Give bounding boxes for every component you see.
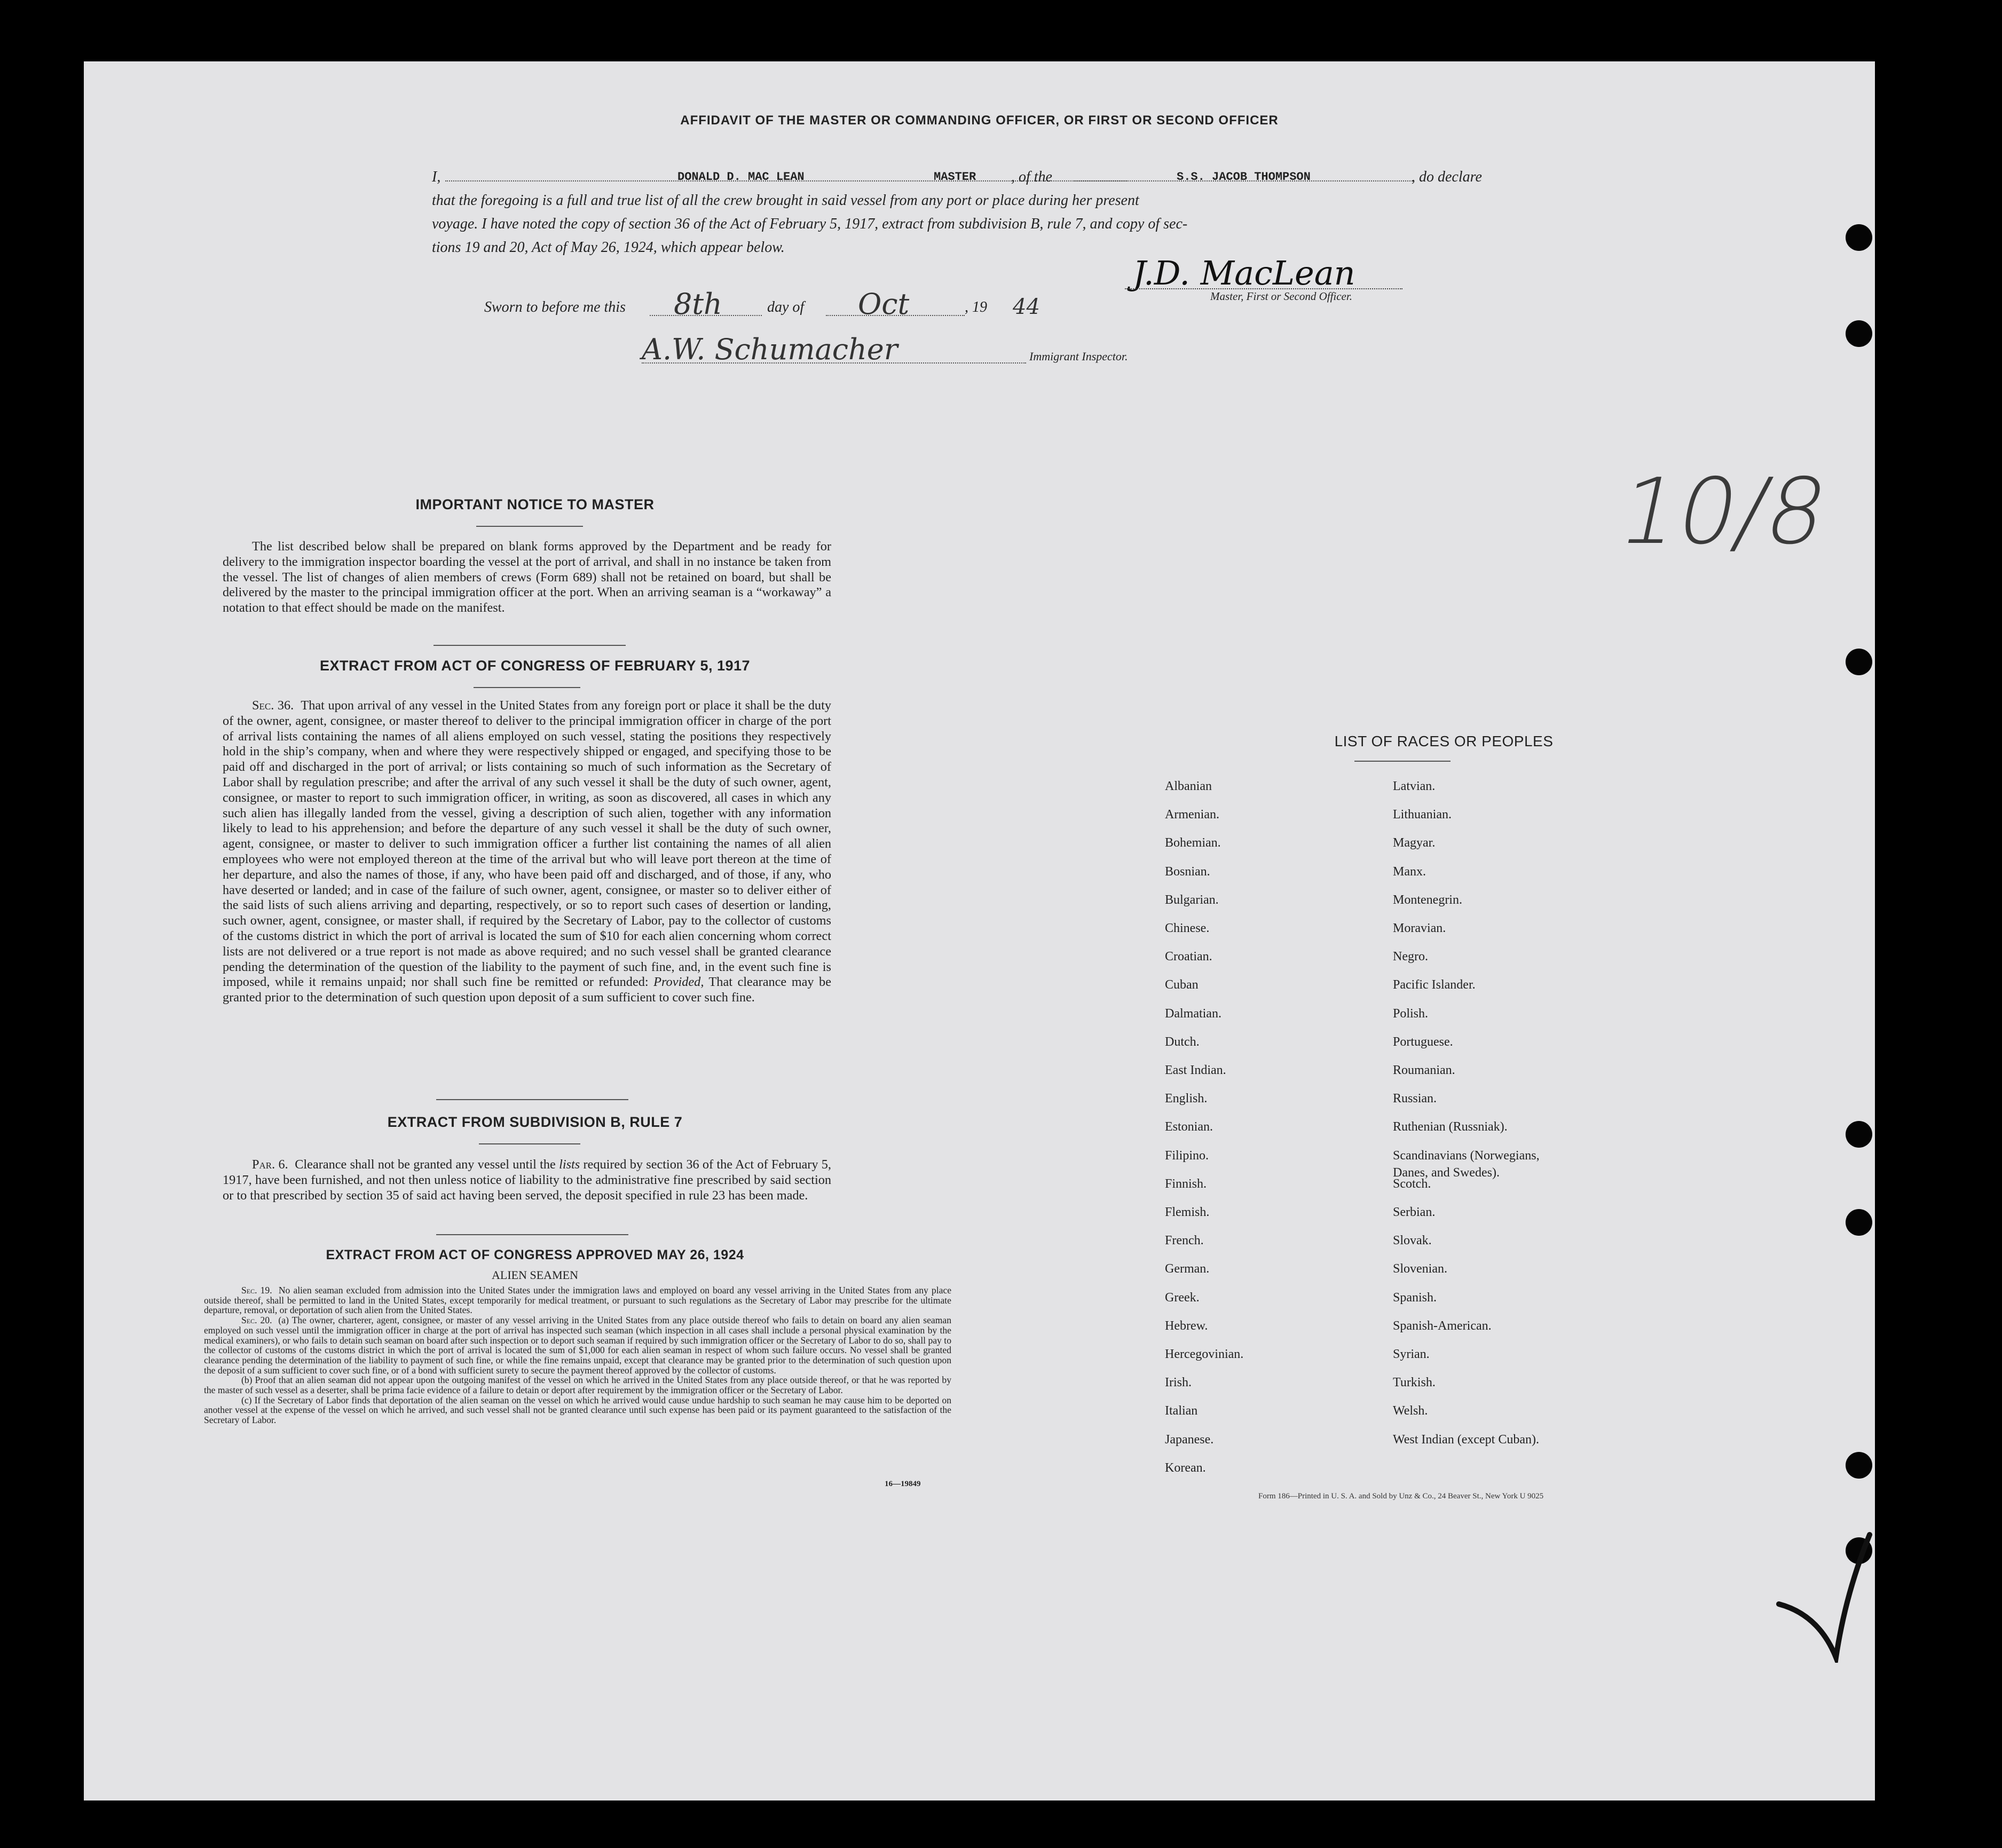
section-divider-1 bbox=[433, 645, 626, 646]
par-6-text-b: required by section 36 of the Act of February 5, 1917, have been furnished, and not then unless notice of liability to the administrative fine prescribed by said section or to that prescribed by section 35 of said act having been served, the deposit specified in rule 23 has been made. bbox=[223, 1157, 832, 1203]
punch-hole bbox=[1846, 649, 1872, 675]
declaration-line-3: voyage. I have noted the copy of section 36 of the Act of February 5, 1917, extract from subdivision B, rule 7, and copy of sec- bbox=[432, 216, 1188, 232]
race-item: Bosnian. bbox=[1165, 864, 1210, 879]
extract-rule7-title: EXTRACT FROM SUBDIVISION B, RULE 7 bbox=[387, 1114, 683, 1130]
race-item: Pacific Islander. bbox=[1393, 978, 1476, 992]
race-item: Spanish-American. bbox=[1393, 1318, 1492, 1333]
inspector-line bbox=[642, 333, 1176, 382]
race-item: Flemish. bbox=[1165, 1205, 1210, 1219]
race-item: Finnish. bbox=[1165, 1176, 1207, 1191]
lists-word: lists bbox=[559, 1157, 580, 1172]
races-title: LIST OF RACES OR PEOPLES bbox=[1334, 733, 1554, 749]
race-item: East Indian. bbox=[1165, 1063, 1226, 1077]
race-item: Scotch. bbox=[1393, 1176, 1431, 1191]
check-mark bbox=[1776, 1503, 1872, 1663]
form-imprint: Form 186—Printed in U. S. A. and Sold by Unz & Co., 24 Beaver St., New York U 9025 bbox=[1258, 1492, 1544, 1500]
manifest-page bbox=[84, 61, 1875, 1800]
pencil-notation: 10/8 bbox=[1610, 459, 1837, 565]
extract-rule7-rule bbox=[479, 1143, 580, 1144]
race-item: Roumanian. bbox=[1393, 1063, 1455, 1077]
race-item: Moravian. bbox=[1393, 921, 1446, 935]
signature-line bbox=[1125, 288, 1402, 289]
extract-1917-body bbox=[223, 698, 831, 1006]
race-item: Hercegovinian. bbox=[1165, 1347, 1244, 1361]
section-36-label: Sec. 36. bbox=[252, 698, 294, 713]
section-20b-text: (b) Proof that an alien seaman did not appear upon the outgoing manifest of the vessel on which he arrived in the United States from any place outside thereof, or that he was reported by the master of such vessel as a deserter, shall be prima facie evidence of a failure to detain or deport after requirement by the immigration officer or the Secretary of Labor. bbox=[204, 1375, 951, 1396]
race-item: Lithuanian. bbox=[1393, 808, 1452, 822]
race-item: Polish. bbox=[1393, 1006, 1429, 1021]
race-item: Filipino. bbox=[1165, 1148, 1209, 1163]
race-item: Turkish. bbox=[1393, 1376, 1436, 1390]
sworn-year: 44 bbox=[1013, 295, 1040, 319]
section-20-label: Sec. 20. bbox=[241, 1315, 272, 1326]
punch-hole bbox=[1846, 320, 1872, 347]
of-the-text: , of the bbox=[1011, 169, 1052, 185]
race-item: Bulgarian. bbox=[1165, 893, 1219, 907]
race-item: Spanish. bbox=[1393, 1290, 1437, 1305]
notice-rule bbox=[476, 526, 583, 527]
section-divider-3 bbox=[436, 1234, 628, 1235]
punch-hole bbox=[1846, 224, 1872, 251]
race-item: Welsh. bbox=[1393, 1404, 1428, 1418]
race-item: Dalmatian. bbox=[1165, 1006, 1221, 1021]
signature-caption: Master, First or Second Officer. bbox=[1210, 290, 1352, 303]
extract-rule7-body bbox=[223, 1157, 831, 1203]
vessel-name: S.S. JACOB THOMPSON bbox=[1177, 170, 1311, 184]
race-item: Croatian. bbox=[1165, 950, 1212, 964]
race-item: Dutch. bbox=[1165, 1034, 1200, 1049]
par-6-text-a: Clearance shall not be granted any vessel until the bbox=[295, 1157, 556, 1172]
notice-body bbox=[223, 539, 831, 616]
punch-hole bbox=[1846, 1209, 1872, 1236]
section-36-end: That clearance may be granted prior to the determination of such question upon deposit of a sum sufficient to cover such fine. bbox=[223, 975, 831, 1005]
year-prefix: , 19 bbox=[965, 299, 987, 315]
race-item: Cuban bbox=[1165, 978, 1199, 992]
section-19-label: Sec. 19. bbox=[241, 1285, 272, 1296]
race-item: Armenian. bbox=[1165, 808, 1219, 822]
master-signature: J.D. MacLean bbox=[1133, 254, 1355, 293]
race-item: Slovak. bbox=[1393, 1234, 1432, 1248]
race-item: Bohemian. bbox=[1165, 836, 1221, 850]
section-20a-text: (a) The owner, charterer, agent, consignee, or master of any vessel arriving in the United States from any place outside thereof who fails to detain on board any alien seaman employed on such vessel until the immigration officer in charge at the port of arrival has inspected such seaman (which inspection in all cases shall include a personal physical examination by the medical examiners), or who fails to detain such seaman on board after such inspection or to deport such seaman if required by such immigration officer or the Secretary of Labor to do so, shall pay to the collector of customs of the customs district in which the port of arrival is located the sum of $1,000 for each alien seaman in respect of whom such failure occurs. No vessel shall be granted clearance pending the determination of the liability to payment of such fine, or while the fine remains unpaid, except that clearance may be granted prior to the determination of such question upon the deposit of a sum sufficient to cover such fine, or of a bond with sufficient surety to secure the payment thereof approved by the collector of customs. bbox=[204, 1315, 951, 1376]
race-item: Irish. bbox=[1165, 1376, 1192, 1390]
races-rule bbox=[1354, 761, 1451, 762]
sworn-line bbox=[484, 287, 1232, 331]
race-item: Syrian. bbox=[1393, 1347, 1430, 1361]
declaration-line-2: that the foregoing is a full and true list of all the crew brought in said vessel from any port or place during her present bbox=[432, 192, 1139, 209]
race-item: English. bbox=[1165, 1092, 1208, 1106]
extract-1924-body bbox=[204, 1285, 951, 1425]
race-item: Russian. bbox=[1393, 1092, 1437, 1106]
par-6-label: Par. 6. bbox=[252, 1157, 288, 1172]
declaration-block bbox=[432, 165, 1526, 259]
race-item: Estonian. bbox=[1165, 1120, 1213, 1134]
declaration-intro: I, bbox=[432, 169, 441, 185]
punch-hole bbox=[1846, 1121, 1872, 1148]
race-item: Portuguese. bbox=[1393, 1034, 1453, 1049]
race-item: Albanian bbox=[1165, 779, 1212, 793]
race-item: Hebrew. bbox=[1165, 1318, 1208, 1333]
race-item: Serbian. bbox=[1393, 1205, 1436, 1219]
inspector-signature: A.W. Schumacher bbox=[642, 333, 898, 366]
day-of-text: day of bbox=[767, 299, 805, 315]
race-item: Scandinavians (Norwegians, bbox=[1393, 1148, 1540, 1163]
race-item: Korean. bbox=[1165, 1460, 1206, 1475]
race-item: Chinese. bbox=[1165, 921, 1210, 935]
form-number: 16—19849 bbox=[885, 1480, 921, 1488]
master-rank: MASTER bbox=[934, 170, 976, 184]
do-declare-text: , do declare bbox=[1412, 169, 1482, 185]
race-item: French. bbox=[1165, 1234, 1204, 1248]
section-20c-text: (c) If the Secretary of Labor finds that deportation of the alien seaman on the vessel on which he arrived would cause undue hardship to such seaman he may cause him to be deported on another vessel at the expense of the vessel on which he arrived, and such vessel shall not be granted clearance until such expense has been paid or its payment guaranteed to the satisfaction of the Secretary of Labor. bbox=[204, 1394, 951, 1426]
race-item: Latvian. bbox=[1393, 779, 1436, 793]
section-divider-2 bbox=[436, 1099, 628, 1100]
inspector-caption: Immigrant Inspector. bbox=[1029, 350, 1128, 363]
race-item: German. bbox=[1165, 1262, 1210, 1276]
race-item: Danes, and Swedes). bbox=[1393, 1165, 1500, 1180]
race-item: Italian bbox=[1165, 1404, 1198, 1418]
alien-seamen-subtitle: ALIEN SEAMEN bbox=[492, 1268, 578, 1282]
sworn-day: 8th bbox=[674, 287, 722, 321]
race-item: Greek. bbox=[1165, 1290, 1200, 1305]
race-item: Manx. bbox=[1393, 864, 1426, 879]
race-item: Magyar. bbox=[1393, 836, 1436, 850]
notice-paragraph: The list described below shall be prepared on blank forms approved by the Department and be ready for delivery to the immigration inspector boarding the vessel at the port of arrival, and shall in no instance be taken from the vessel. The list of changes of alien members of crews (Form 689) shall not be retained on board, but shall be delivered by the master to the principal immigration officer at the port. When an arriving seaman is a “workaway” a notation to that effect should be made on the manifest. bbox=[223, 539, 831, 615]
extract-1917-title: EXTRACT FROM ACT OF CONGRESS OF FEBRUARY 5, 1917 bbox=[319, 658, 751, 674]
extract-1924-title: EXTRACT FROM ACT OF CONGRESS APPROVED MAY 26, 1924 bbox=[326, 1247, 744, 1262]
race-item: Japanese. bbox=[1165, 1432, 1214, 1447]
sworn-text: Sworn to before me this bbox=[484, 299, 626, 315]
notice-title: IMPORTANT NOTICE TO MASTER bbox=[415, 496, 655, 512]
race-item: Montenegrin. bbox=[1393, 893, 1462, 907]
sworn-month: Oct bbox=[858, 287, 910, 321]
race-item: West Indian (except Cuban). bbox=[1393, 1432, 1539, 1447]
section-19-text: No alien seaman excluded from admission into the United States under the immigration laws and employed on board any vessel arriving in the United States from any place outside thereof, shall be permitted to land in the United States, except temporarily for medical treatment, or pursuant to such regulations as the Secretary of Labor may prescribe for the ultimate departure, removal, or deportation of such alien from the United States. bbox=[204, 1285, 952, 1316]
provided-word: Provided, bbox=[653, 975, 704, 990]
punch-hole bbox=[1846, 1452, 1872, 1479]
race-item: Ruthenian (Russniak). bbox=[1393, 1120, 1508, 1134]
declaration-line-4: tions 19 and 20, Act of May 26, 1924, which appear below. bbox=[432, 239, 785, 256]
extract-1917-rule bbox=[474, 687, 580, 688]
master-name: DONALD D. MAC LEAN bbox=[677, 170, 805, 184]
race-item: Negro. bbox=[1393, 950, 1428, 964]
race-item: Slovenian. bbox=[1393, 1262, 1447, 1276]
affidavit-title: AFFIDAVIT OF THE MASTER OR COMMANDING OFFICER, OR FIRST OR SECOND OFFICER bbox=[680, 113, 1279, 128]
section-36-text: That upon arrival of any vessel in the United States from any foreign port or place it shall be the duty of the owner, agent, consignee, or master thereof to deliver to the principal immigration officer in charge of the port of arrival lists containing the names of all aliens employed on such vessel, stating the positions they respectively hold in the ship’s company, when and where they were respectively shipped or engaged, and specifying those to be paid off and discharged in the port of arrival; or lists containing so much of such information as the Secretary of Labor shall by regulation prescribe; and after the arrival of any such vessel it shall be the duty of such owner, agent, consignee, or master to report to such immigration officer, in writing, as soon as discovered, all cases in which any such alien has illegally landed from the vessel, giving a description of such alien, together with any information likely to lead to his apprehension; and before the departure of any such vessel it shall be the duty of such owner, agent, consignee, or master to deliver to such immigration officer a further list containing the names of all alien employees who were not employed thereon at the time of the arrival but who will leave port thereon at the time of her departure, and also the names of those, if any, who have been paid off and discharged, and of those, if any, who have deserted or landed; and in case of the failure of such owner, agent, consignee, or master so to deliver either of the said lists of such aliens arriving and departing, respectively, or so to report such cases of desertion or landing, such owner, agent, consignee, or master shall, if required by the Secretary of Labor, pay to the collector of customs of the customs district in which the port of arrival is located the sum of $10 for each alien concerning whom correct lists are not delivered or a true report is not made as above required; and no such vessel shall be granted clearance pending the determination of the question of the liability to the payment of such fine, and, in the event such fine is imposed, while it remains unpaid; nor shall such fine be remitted or refunded: bbox=[223, 698, 831, 990]
